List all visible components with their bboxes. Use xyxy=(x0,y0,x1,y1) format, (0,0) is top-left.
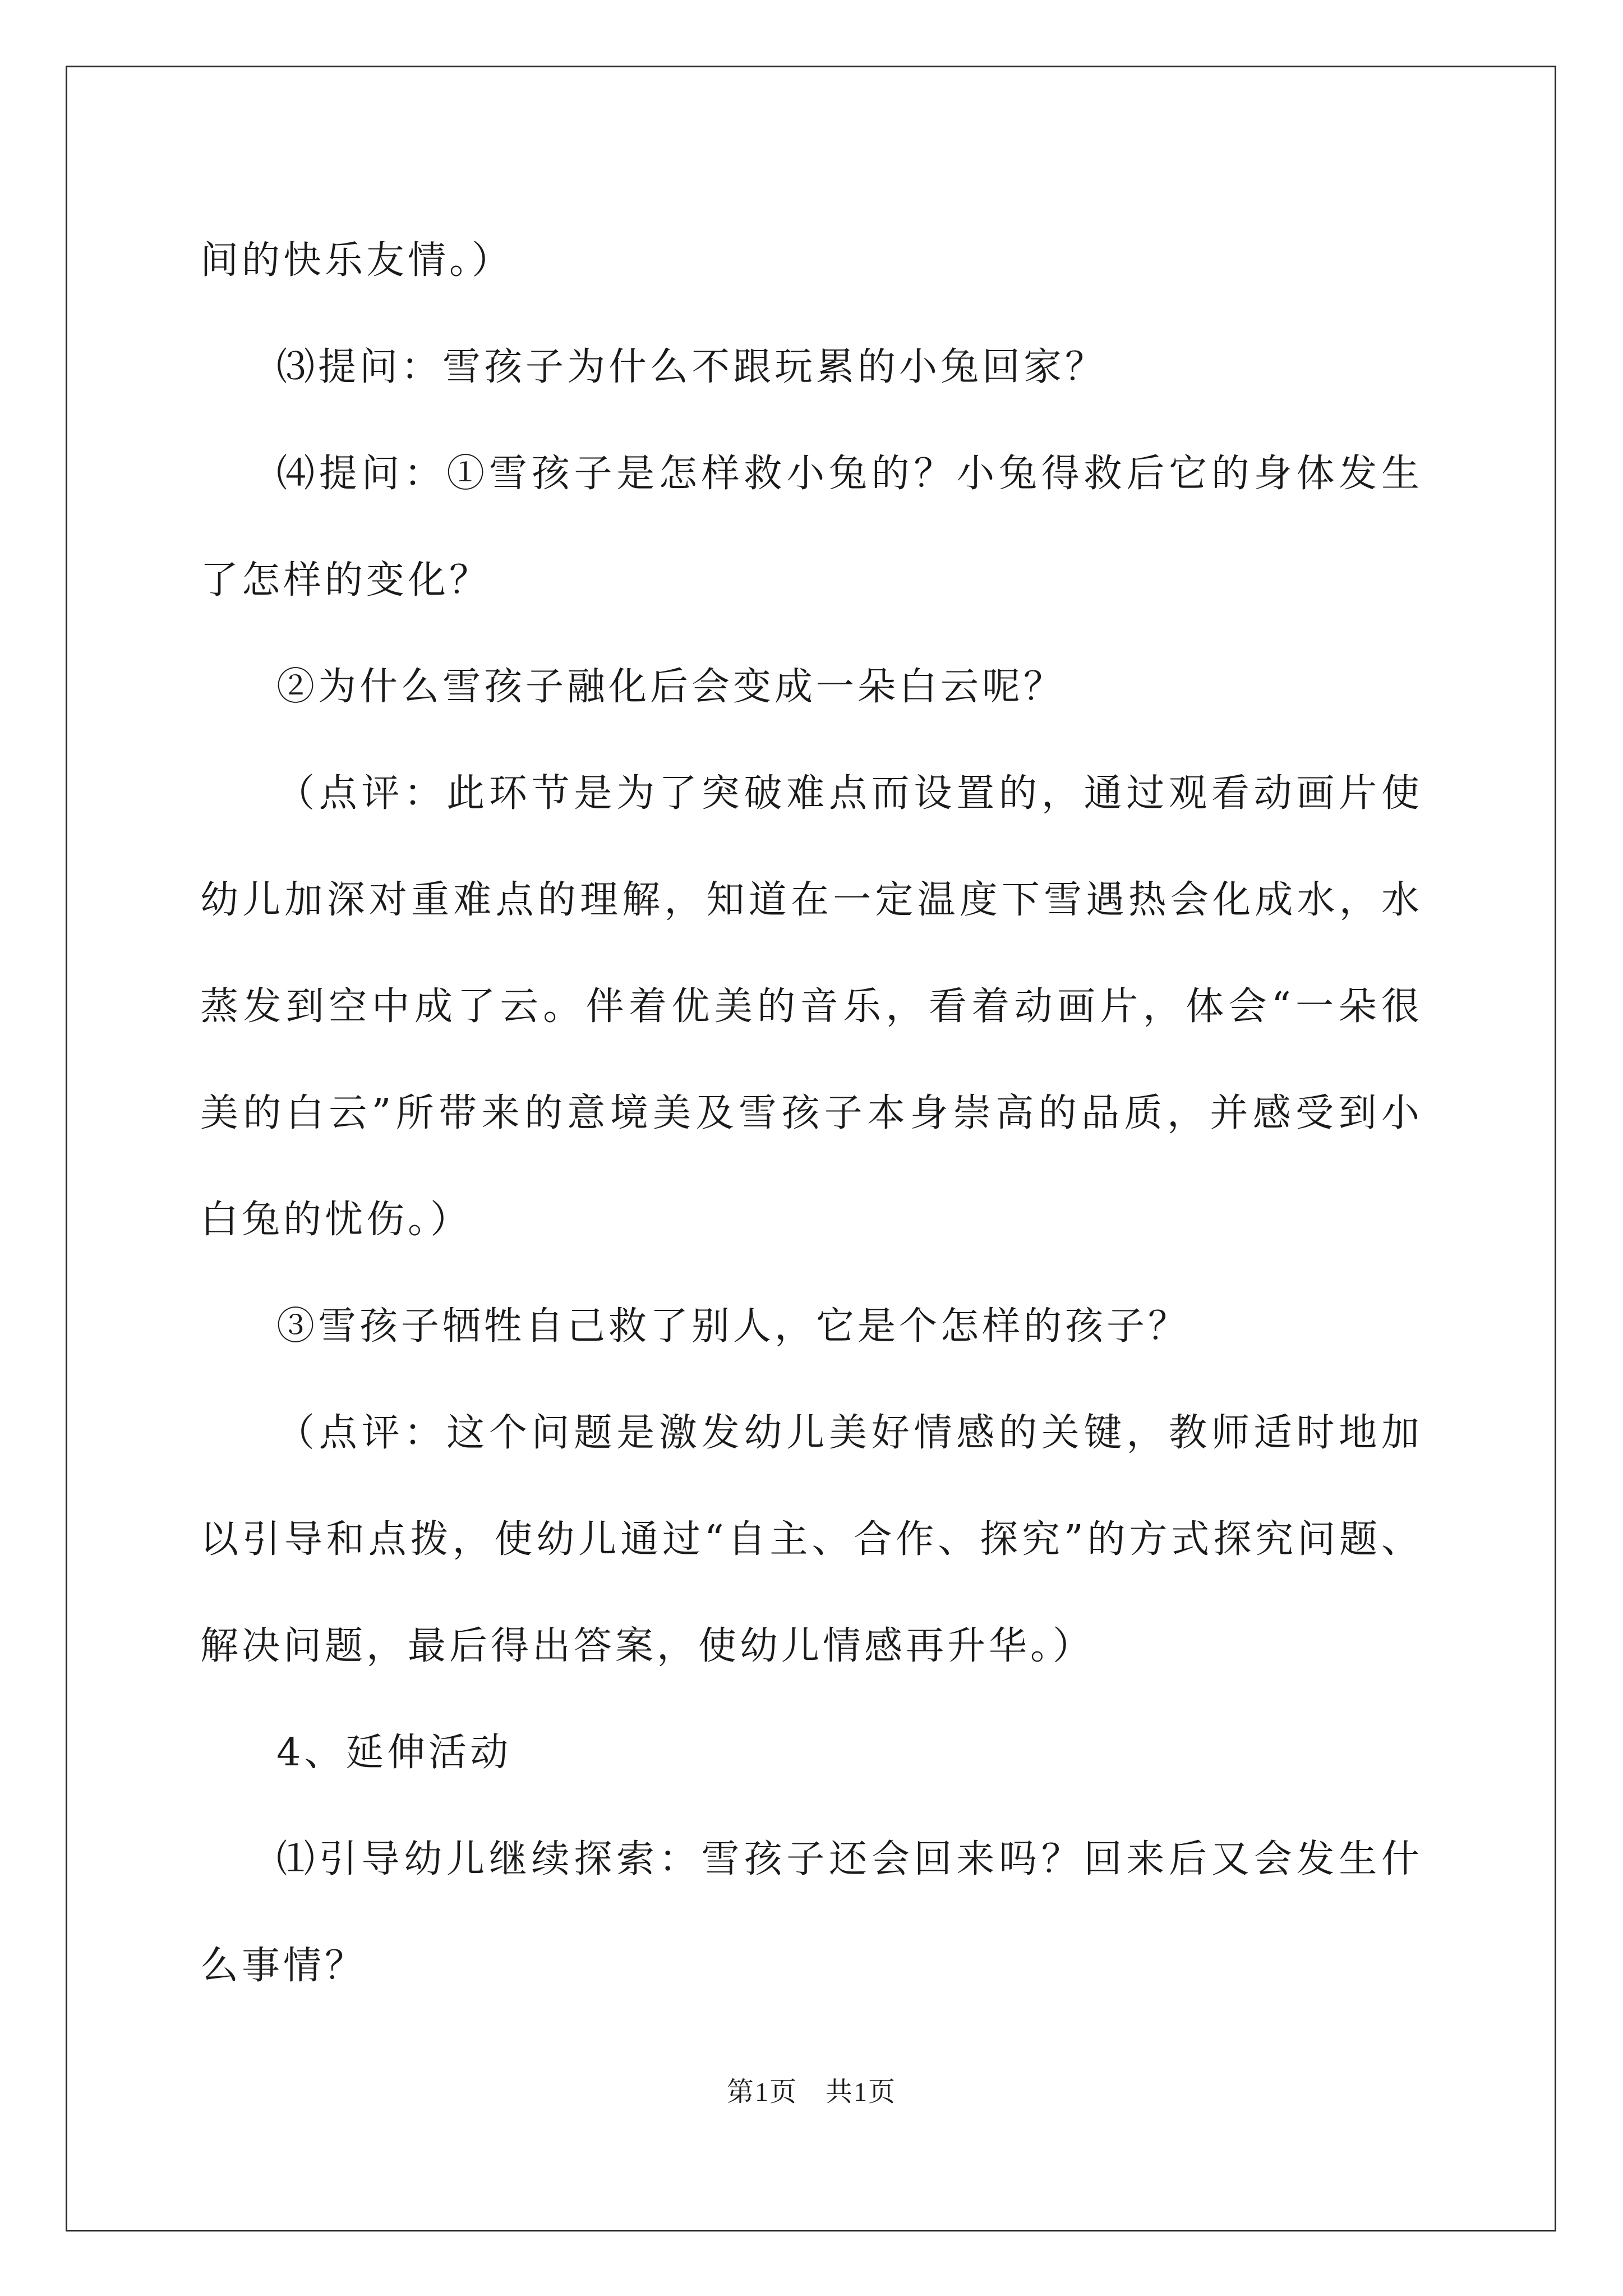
paragraph-question-3: ⑶提问：雪孩子为什么不跟玩累的小兔回家？ xyxy=(276,345,1107,389)
page-footer: 第1页 共1页 xyxy=(726,2077,896,2107)
paragraph-comment-1: （点评：此环节是为了突破难点而设置的，通过观看动画片使幼儿加深对重难点的理解，知道在一定温度下雪遇热会化成水，水蒸发到空中成了云。伴着优美的音乐，看着动画片，体会“一朵很美的白云”所带来的意境美及雪孩子本身崇高的品质，并感受到小白兔的忧伤。） xyxy=(200,771,1423,1242)
paragraph-extension-1: ⑴引导幼儿继续探索：雪孩子还会回来吗？回来后又会发生什么事情？ xyxy=(200,1837,1423,1988)
section-heading-extension: 4、延伸活动 xyxy=(276,1731,512,1775)
paragraph-question-4-2: ②为什么雪孩子融化后会变成一朵白云呢？ xyxy=(276,665,1066,709)
paragraph-comment-2: （点评：这个问题是激发幼儿美好情感的关键，教师适时地加以引导和点拨，使幼儿通过“自主、合作、探究”的方式探究问题、解决问题，最后得出答案，使幼儿情感再升华。） xyxy=(200,1411,1423,1668)
document-body xyxy=(200,208,1423,2019)
paragraph-continuation: 间的快乐友情。） xyxy=(200,238,514,283)
paragraph-question-4-3: ③雪孩子牺牲自己救了别人，它是个怎样的孩子？ xyxy=(276,1304,1190,1349)
paragraph-question-4: ⑷提问：①雪孩子是怎样救小兔的？小兔得救后它的身体发生了怎样的变化？ xyxy=(200,452,1423,602)
